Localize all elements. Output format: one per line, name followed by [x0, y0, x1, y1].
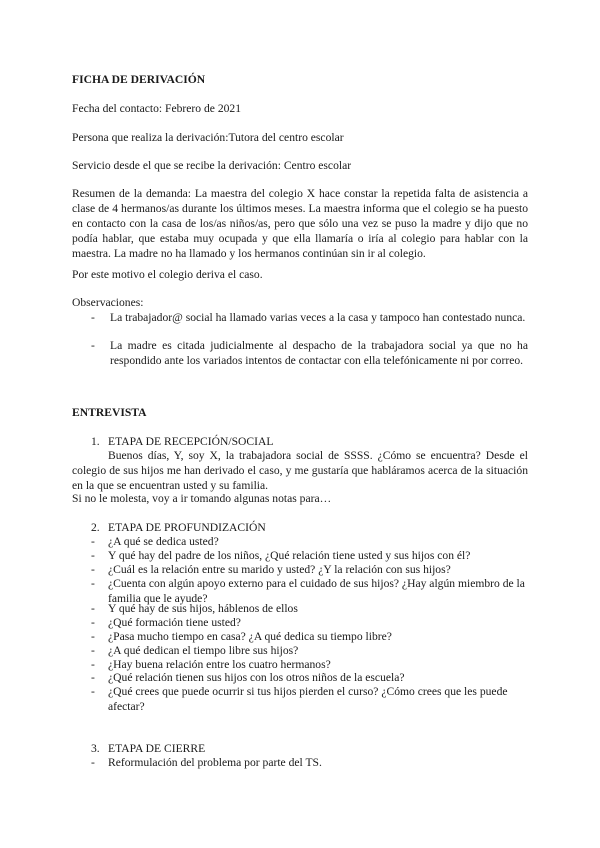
service: Servicio desde el que se recibe la derivación: Centro escolar — [72, 159, 352, 172]
stage-1-number: 1. — [91, 435, 100, 448]
question-item — [91, 629, 528, 644]
referrer: Persona que realiza la derivación:Tutora del centro escolar — [72, 131, 344, 144]
question-item — [91, 615, 528, 630]
bullet-dash: - — [91, 644, 95, 657]
bullet-dash: - — [91, 339, 95, 352]
bullet-dash: - — [91, 671, 95, 684]
question-text: ¿Cuál es la relación entre su marido y usted? ¿Y la relación con sus hijos? — [108, 563, 451, 576]
stage-3-number: 3. — [91, 742, 100, 755]
bullet-dash: - — [91, 311, 95, 324]
contact-date: Fecha del contacto: Febrero de 2021 — [72, 102, 242, 115]
stage-2-heading — [91, 520, 528, 535]
question-text: ¿Pasa mucho tiempo en casa? ¿A qué dedica su tiempo libre? — [108, 630, 392, 643]
interview-title: ENTREVISTA — [72, 406, 147, 419]
question-text: ¿Qué formación tiene usted? — [108, 616, 241, 629]
stage-1-text: Buenos días, Y, soy X, la trabajadora social de SSSS. ¿Cómo se encuentra? Desde el colegio de sus hijos me han derivado el caso, y me gustaría que habláramos acerca de la situación en la que se encuentran usted y su familia. — [72, 449, 528, 492]
referral-reason: Por este motivo el colegio deriva el caso. — [72, 268, 263, 281]
question-item — [91, 534, 528, 549]
bullet-dash: - — [91, 563, 95, 576]
bullet-dash: - — [91, 658, 95, 671]
observation-text: La madre es citada judicialmente al despacho de la trabajadora social ya que no ha respondido ante los variados intentos de contactar con ella telefónicamente ni por correo. — [110, 339, 528, 367]
stage-1-text-2: Si no le molesta, voy a ir tomando algunas notas para… — [72, 492, 332, 505]
question-text: ¿Qué relación tienen sus hijos con los otros niños de la escuela? — [108, 671, 405, 684]
bullet-dash: - — [91, 577, 95, 590]
question-text: Y qué hay del padre de los niños, ¿Qué relación tiene usted y sus hijos con él? — [108, 549, 471, 562]
question-item — [91, 562, 528, 577]
question-text: ¿Hay buena relación entre los cuatro hermanos? — [108, 658, 331, 671]
bullet-dash: - — [91, 549, 95, 562]
question-item — [91, 548, 528, 563]
question-text: ¿Cuenta con algún apoyo externo para el cuidado de sus hijos? ¿Hay algún miembro de la familia que le ayude? — [108, 577, 525, 605]
closing-item — [91, 755, 528, 770]
question-text: ¿A qué se dedica usted? — [108, 535, 219, 548]
observation-item — [91, 310, 528, 325]
demand-summary: Resumen de la demanda: La maestra del colegio X hace constar la repetida falta de asistencia a clase de 4 hermanos/as durante los últimos meses. La maestra informa que el colegio se ha puesto en contacto con la casa de los/as niños/as, pero que sólo una vez se puso la madre y dijo que no podía hablar, que estaba muy ocupada y que ella llamaría o iría al colegio para hablar con la maestra. La madre no ha llamado y los hermanos continúan sin ir al colegio. — [72, 187, 528, 260]
question-text: Y qué hay de sus hijos, háblenos de ellos — [108, 602, 298, 615]
stage-1-heading — [91, 434, 528, 449]
question-text: ¿A qué dedican el tiempo libre sus hijos? — [108, 644, 299, 657]
observations-label: Observaciones: — [72, 296, 144, 309]
question-item — [91, 684, 528, 714]
stage-1-title: ETAPA DE RECEPCIÓN/SOCIAL — [108, 435, 274, 448]
closing-text: Reformulación del problema por parte del TS. — [108, 756, 322, 769]
question-item — [91, 643, 528, 658]
stage-3-title: ETAPA DE CIERRE — [108, 742, 206, 755]
bullet-dash: - — [91, 535, 95, 548]
bullet-dash: - — [91, 602, 95, 615]
bullet-dash: - — [91, 756, 95, 769]
referral-title: FICHA DE DERIVACIÓN — [72, 73, 206, 86]
question-item — [91, 601, 528, 616]
observation-text: La trabajador@ social ha llamado varias veces a la casa y tampoco han contestado nunca. — [110, 311, 526, 324]
question-text: ¿Qué crees que puede ocurrir si tus hijos pierden el curso? ¿Cómo crees que les puede afectar? — [108, 685, 508, 713]
stage-2-title: ETAPA DE PROFUNDIZACIÓN — [108, 521, 266, 534]
bullet-dash: - — [91, 685, 95, 698]
question-item — [91, 670, 528, 685]
stage-3-heading — [91, 741, 528, 756]
bullet-dash: - — [91, 630, 95, 643]
stage-2-number: 2. — [91, 521, 100, 534]
bullet-dash: - — [91, 616, 95, 629]
observation-item — [91, 338, 528, 368]
